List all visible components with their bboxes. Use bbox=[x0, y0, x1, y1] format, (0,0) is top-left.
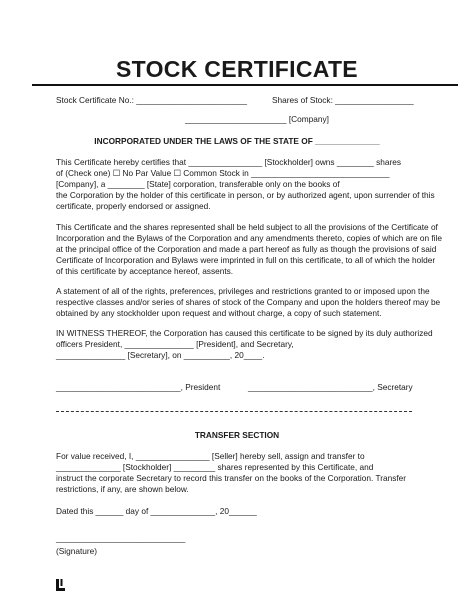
provisions-line-1: This Certificate and the shares represented shall be held subject to all the provisions of the Certificate of bbox=[56, 222, 438, 232]
incorporation-heading: INCORPORATED UNDER THE LAWS OF THE STATE OF ______________ bbox=[94, 136, 380, 146]
secretary-signature-line: ___________________________, Secretary bbox=[248, 382, 413, 392]
witness-line-2: officers President, _______________ [President], and Secretary, bbox=[56, 339, 294, 349]
certify-line-3: [Company], a ________ [State] corporation, transferable only on the books of bbox=[56, 179, 340, 189]
rights-line-1: A statement of all of the rights, preferences, privileges and restrictions granted to or imposed upon the bbox=[56, 286, 430, 296]
certify-line-1: This Certificate hereby certifies that ________________ [Stockholder] owns ________ shares bbox=[56, 157, 402, 167]
witness-line-3: _______________ [Secretary], on __________, 20____. bbox=[56, 350, 265, 360]
rights-line-2: respective classes and/or series of shares of stock of the Company and upon the holders thereof may be bbox=[56, 297, 441, 307]
provisions-line-3: at the principal office of the Corporation and made a part hereof as fully as though the provisions of said bbox=[56, 244, 437, 254]
transfer-section-heading: TRANSFER SECTION bbox=[194, 430, 280, 440]
transfer-line-4: restrictions, if any, are shown below. bbox=[56, 484, 189, 494]
certify-line-5: certificate, properly endorsed or assigned. bbox=[56, 201, 211, 211]
president-signature-line: ___________________________, President bbox=[56, 382, 221, 392]
company-field: ______________________ [Company] bbox=[185, 114, 329, 124]
dated-line: Dated this ______ day of ______________, 20______ bbox=[56, 506, 257, 516]
provisions-line-5: of this certificate by acceptance hereof, assents. bbox=[56, 266, 234, 276]
seller-signature-line: ____________________________ bbox=[56, 533, 186, 543]
transfer-line-2: ______________ [Stockholder] _________ shares represented by this Certificate, and bbox=[56, 462, 374, 472]
certificate-number-field: Stock Certificate No.: ________________________ bbox=[56, 95, 247, 105]
title-underline bbox=[32, 84, 458, 86]
signature-label: (Signature) bbox=[56, 546, 98, 556]
provisions-line-4: Certificate of Incorporation and Bylaws were imprinted in full on this certificate, to all of which the holder bbox=[56, 255, 436, 265]
rights-line-3: obtained by any stockholder upon request and without charge, a copy of such statement. bbox=[56, 308, 382, 318]
certify-line-4: the Corporation by the holder of this certificate in person, or by authorized agent, upon surrender of this bbox=[56, 190, 435, 200]
transfer-line-1: For value received, I, ________________ [Seller] hereby sell, assign and transfer to bbox=[56, 451, 365, 461]
certify-line-2: of (Check one) ☐ No Par Value ☐ Common Stock in ______________________________ bbox=[56, 168, 390, 178]
shares-of-stock-field: Shares of Stock: _________________ bbox=[272, 95, 414, 105]
transfer-line-3: instruct the corporate Secretary to record this transfer on the books of the Corporation. Transfer bbox=[56, 473, 407, 483]
section-divider bbox=[56, 411, 412, 412]
provisions-line-2: Incorporation and the Bylaws of the Corporation and any amendments thereto, copies of which are on file bbox=[56, 233, 443, 243]
brand-logo-icon bbox=[56, 579, 65, 591]
page-title: STOCK CERTIFICATE bbox=[116, 56, 358, 82]
witness-line-1: IN WITNESS THEREOF, the Corporation has caused this certificate to be signed by its duly authorized bbox=[56, 328, 433, 338]
